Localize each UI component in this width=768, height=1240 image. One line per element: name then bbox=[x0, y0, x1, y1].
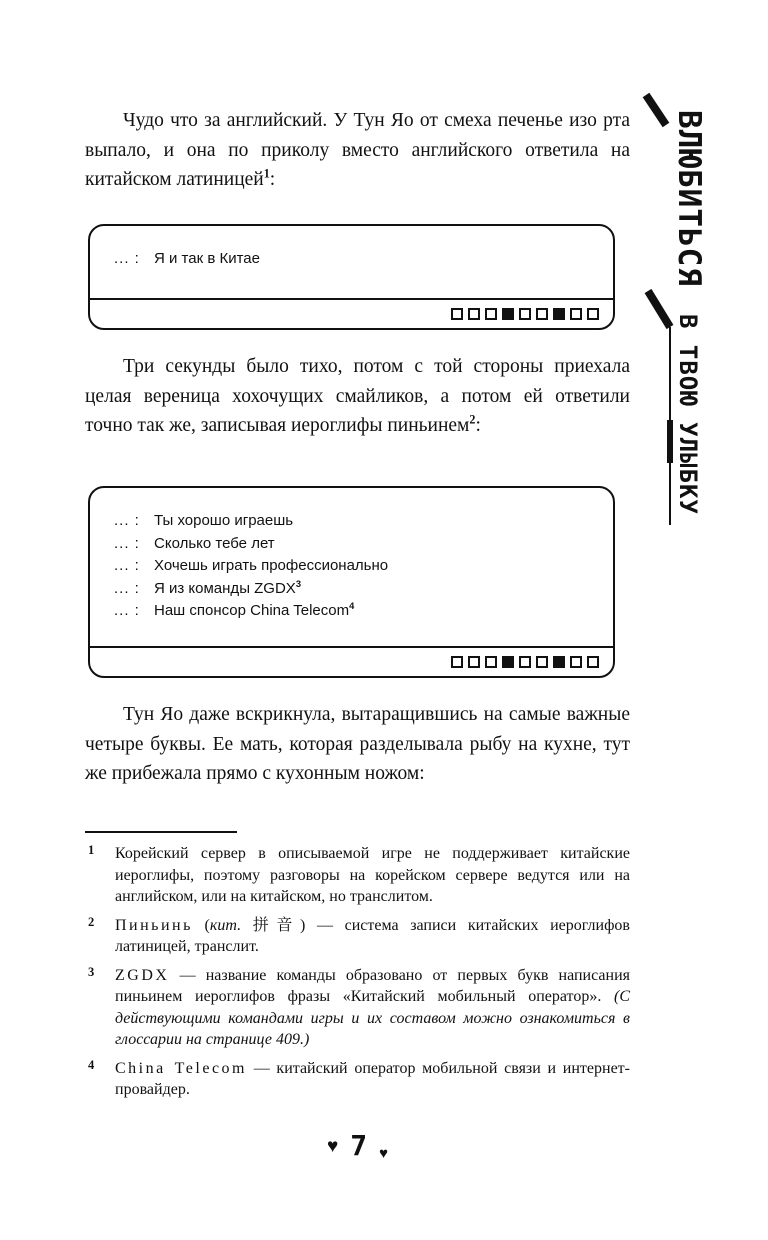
chat-message bbox=[114, 510, 589, 533]
decorative-diagonal-top bbox=[646, 95, 666, 125]
chat-sender: ... : bbox=[114, 557, 140, 574]
pixel-square-empty bbox=[485, 656, 497, 668]
pixel-square-filled bbox=[502, 656, 514, 668]
footnote-number: 3 bbox=[88, 964, 95, 979]
footnotes-block bbox=[85, 843, 630, 1108]
footnote-4 bbox=[85, 1058, 630, 1101]
pixel-square-empty bbox=[536, 308, 548, 320]
pixel-square-empty bbox=[485, 308, 497, 320]
chat-message bbox=[114, 578, 589, 601]
chat-text: Я и так в Китае bbox=[154, 250, 260, 267]
pixel-square-empty bbox=[570, 656, 582, 668]
chat-message bbox=[114, 555, 589, 578]
chat-sender: ... : bbox=[114, 579, 140, 597]
pixel-square-empty bbox=[468, 656, 480, 668]
pixel-square-filled bbox=[502, 308, 514, 320]
footnote-number: 4 bbox=[88, 1057, 95, 1072]
pixel-square-empty bbox=[519, 308, 531, 320]
footnote-2 bbox=[85, 915, 630, 958]
book-title-vertical-line1: ВЛЮБИТЬСЯ bbox=[671, 110, 707, 287]
chat-message bbox=[114, 533, 589, 556]
pixel-square-empty bbox=[570, 308, 582, 320]
chat-text: Хочешь играть профессионально bbox=[154, 557, 389, 574]
chat-sender: ... : bbox=[114, 512, 140, 529]
chat-sender: ... : bbox=[114, 250, 140, 267]
chat-sender: ... : bbox=[114, 602, 140, 619]
footnote-text: China Telecom — китайский оператор мобильной связи и интернет-провайдер. bbox=[115, 1059, 630, 1098]
page-number: 7 bbox=[350, 1129, 368, 1162]
pixel-square-empty bbox=[451, 308, 463, 320]
chat-text: Сколько тебе лет bbox=[154, 534, 275, 552]
footnote-text: ZGDX — название команды образовано от первых букв написания пиньинем иероглифов фразы «Китайский мобильный оператор». (С действующими командами игры и их составом можно ознакомиться в глоссарии на странице 409.) bbox=[115, 966, 630, 1048]
footnote-1 bbox=[85, 843, 630, 908]
footnote-text: Корейский сервер в описываемой игре не поддерживает китайские иероглифы, поэтому разговоры на корейском сервере ведутся или на английском, или на китайском, но транслитом. bbox=[115, 845, 630, 905]
pixel-square-empty bbox=[587, 308, 599, 320]
paragraph-1: Чудо что за английский. У Тун Яо от смеха печенье изо рта выпало, и она по приколу вместо английского ответила на китайском латиницей$^1$: bbox=[85, 110, 630, 190]
footnote-3 bbox=[85, 965, 630, 1051]
chat-messages bbox=[90, 488, 613, 646]
decorative-diagonal-middle bbox=[648, 291, 670, 327]
chat-text: Я из команды ZGDX$^3$ bbox=[154, 578, 301, 597]
chat-messages bbox=[90, 226, 613, 298]
footnote-number: 1 bbox=[88, 843, 95, 857]
chat-message bbox=[114, 600, 589, 623]
chat-text: Наш спонсор China Telecom$^4$ bbox=[154, 601, 355, 619]
pixel-square-filled bbox=[553, 308, 565, 320]
chat-window-2 bbox=[88, 486, 615, 678]
pixel-square-empty bbox=[587, 656, 599, 668]
chat-message bbox=[114, 248, 589, 271]
pixel-square-empty bbox=[451, 656, 463, 668]
footnote-text: Пиньинь (кит. 拼音) — система записи китайских иероглифов латиницей, транслит. bbox=[115, 916, 630, 955]
chat-sender: ... : bbox=[114, 534, 140, 552]
footnote-number: 2 bbox=[88, 914, 95, 929]
pixel-square-filled bbox=[553, 656, 565, 668]
pixel-square-empty bbox=[519, 656, 531, 668]
paragraph-2: Три секунды было тихо, потом с той стороны приехала целая вереница хохочущих смайликов, а потом ей ответили точно так же, записывая иероглифы пиньинем$^2$: bbox=[85, 356, 630, 436]
pixel-squares-row bbox=[451, 656, 599, 668]
chat-text: Ты хорошо играешь bbox=[154, 512, 294, 529]
chat-footer bbox=[90, 298, 613, 328]
page-footer bbox=[85, 1129, 630, 1162]
side-decoration bbox=[630, 85, 760, 555]
pixel-square-empty bbox=[536, 656, 548, 668]
pixel-squares-row bbox=[451, 308, 599, 320]
pixel-square-empty bbox=[468, 308, 480, 320]
book-title-vertical-line2: В ТВОЮ УЛЫБКУ bbox=[674, 314, 702, 515]
heart-icon: ♥ bbox=[326, 1136, 339, 1157]
chat-footer bbox=[90, 646, 613, 676]
footnote-divider bbox=[85, 831, 237, 833]
heart-icon: ♥ bbox=[379, 1146, 389, 1162]
paragraph-3: Тун Яо даже вскрикнула, вытаращившись на самые важные четыре буквы. Ее мать, которая разделывала рыбу на кухне, тут же прибежала прямо с кухонным ножом: bbox=[85, 704, 630, 784]
chat-window-1 bbox=[88, 224, 615, 330]
